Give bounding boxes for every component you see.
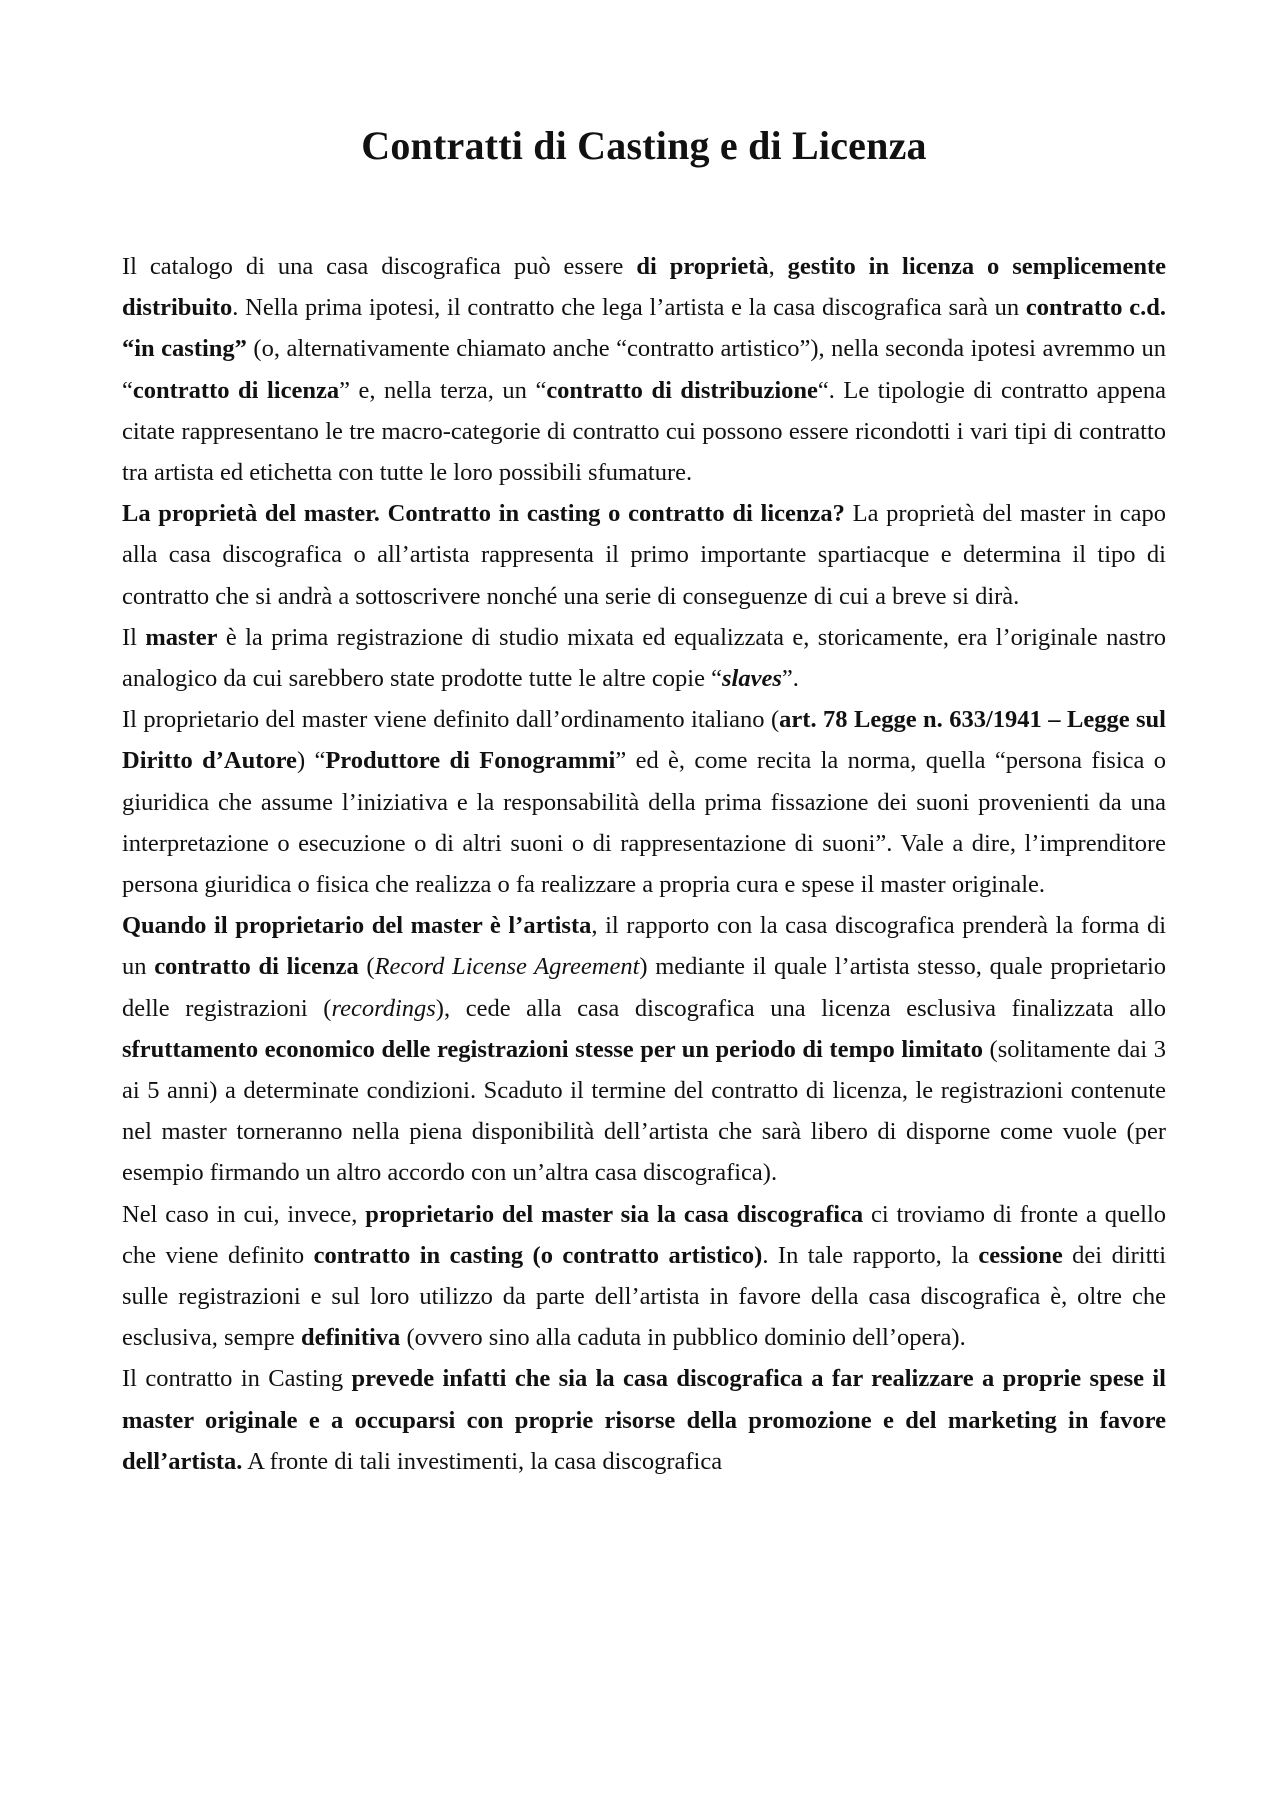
paragraph [122, 905, 1166, 1193]
bold-text: cessione [978, 1241, 1063, 1269]
emphasis-text: slaves [722, 665, 782, 693]
paragraph [122, 1358, 1166, 1482]
italic-text: recordings [331, 994, 436, 1022]
bold-text: contratto di licenza [132, 376, 340, 404]
text-run: ”. [781, 665, 799, 693]
text-run: ), cede alla casa discografica una licenza esclusiva finalizzata allo [435, 994, 1166, 1022]
text-run: (o, alternativamente chiamato anche “contratto artistico”), nella seconda ipotesi avremmo un “ [122, 335, 1166, 404]
text-run: , [768, 253, 788, 280]
bold-text: di proprietà [636, 253, 769, 280]
paragraph [122, 617, 1166, 699]
document-title: Contratti di Casting e di Licenza [361, 123, 927, 168]
italic-text: Record License Agreement [374, 953, 640, 981]
text-run: ” e, nella terza, un “ [339, 376, 547, 404]
text-run: Il catalogo di una casa discografica può essere [122, 253, 637, 280]
paragraph [122, 1194, 1166, 1359]
text-run: “. Le tipologie di contratto appena citate rappresentano le tre macro-categorie di contratto cui possono essere ricondotti i vari tipi di contratto tra artista ed etichetta con tutte le loro possibili sfumature. [122, 376, 1166, 487]
text-run: (solitamente dai 3 ai 5 anni) a determinate condizioni. Scaduto il termine del contratto di licenza, le registrazioni contenute nel master torneranno nella piena disponibilità dell’artista che sarà libero di disporne come vuole (per esempio firmando un altro accordo con un’altra casa discografica). [122, 1035, 1166, 1187]
bold-text: contratto di licenza [154, 953, 359, 981]
bold-text: gestito in licenza o semplicemente distribuito [122, 253, 1166, 322]
text-run: ) “ [296, 747, 326, 775]
bold-text: contratto di distribuzione [546, 376, 818, 404]
text-run: dei diritti sulle registrazioni e sul loro utilizzo da parte dell’artista in favore della casa discografica è, oltre che esclusiva, sempre [122, 1241, 1167, 1352]
text-run: ” ed è, come recita la norma, quella “persona fisica o giuridica che assume l’iniziativa e la responsabilità della prima fissazione dei suoni provenienti da una interpretazione o esecuzione o di altri suoni o di rappresentazione di suoni”. Vale a dire, l’imprenditore persona giuridica o fisica che realizza o fa realizzare a propria cura e spese il master originale. [122, 747, 1166, 899]
text-run: ci troviamo di fronte a quello che viene definito [122, 1200, 1167, 1269]
text-run: Nel caso in cui, invece, [122, 1200, 366, 1228]
bold-text: definitiva [300, 1324, 401, 1352]
text-run: è la prima registrazione di studio mixata ed equalizzata e, storicamente, era l’originale nastro analogico da cui sarebbero state prodotte tutte le altre copie “ [122, 623, 1166, 693]
text-run: Il proprietario del master viene definito dall’ordinamento italiano ( [122, 706, 780, 734]
bold-text: proprietario del master sia la casa discografica [365, 1200, 864, 1228]
bold-text: prevede infatti che sia la casa discografica a far realizzare a proprie spese il master originale e a occuparsi con proprie risorse della promozione e del marketing in favore dell’artista. [122, 1365, 1166, 1475]
text-run: A fronte di tali investimenti, la casa discografica [242, 1447, 723, 1475]
bold-text: La proprietà del master. Contratto in casting o contratto di licenza? [122, 500, 845, 528]
bold-text: sfruttamento economico delle registrazioni stesse per un periodo di tempo limitato [122, 1035, 983, 1063]
document-body [122, 246, 1166, 1482]
text-run: . Nella prima ipotesi, il contratto che lega l’artista e la casa discografica sarà un [232, 294, 1026, 322]
document-page [122, 0, 1166, 1482]
bold-text: master [145, 623, 218, 651]
bold-text: contratto in casting (o contratto artistico) [313, 1241, 763, 1269]
paragraph [122, 493, 1166, 617]
bold-text: Quando il proprietario del master è l’artista [122, 912, 592, 940]
text-run: (ovvero sino alla caduta in pubblico dominio dell’opera). [400, 1324, 966, 1352]
text-run: . In tale rapporto, la [762, 1241, 979, 1269]
bold-text: contratto c.d. “in casting” [122, 294, 1166, 363]
paragraph [122, 246, 1166, 493]
text-run: , il rapporto con la casa discografica prenderà la forma di un [122, 912, 1167, 981]
bold-text [722, 665, 782, 692]
text-run: Il contratto in Casting [122, 1365, 352, 1393]
paragraph [122, 699, 1166, 905]
bold-text: Produttore di Fonogrammi [325, 747, 616, 775]
text-run: ( [358, 953, 375, 981]
bold-text: art. 78 Legge n. 633/1941 – Legge sul Diritto d’Autore [122, 706, 1166, 775]
text-run: Il [122, 623, 146, 651]
text-run: ) mediante il quale l’artista stesso, quale proprietario delle registrazioni ( [122, 953, 1166, 1022]
text-run: La proprietà del master in capo alla casa discografica o all’artista rappresenta il primo importante spartiacque e determina il tipo di contratto che si andrà a sottoscrivere nonché una serie di conseguenze di cui a breve si dirà. [122, 500, 1166, 610]
